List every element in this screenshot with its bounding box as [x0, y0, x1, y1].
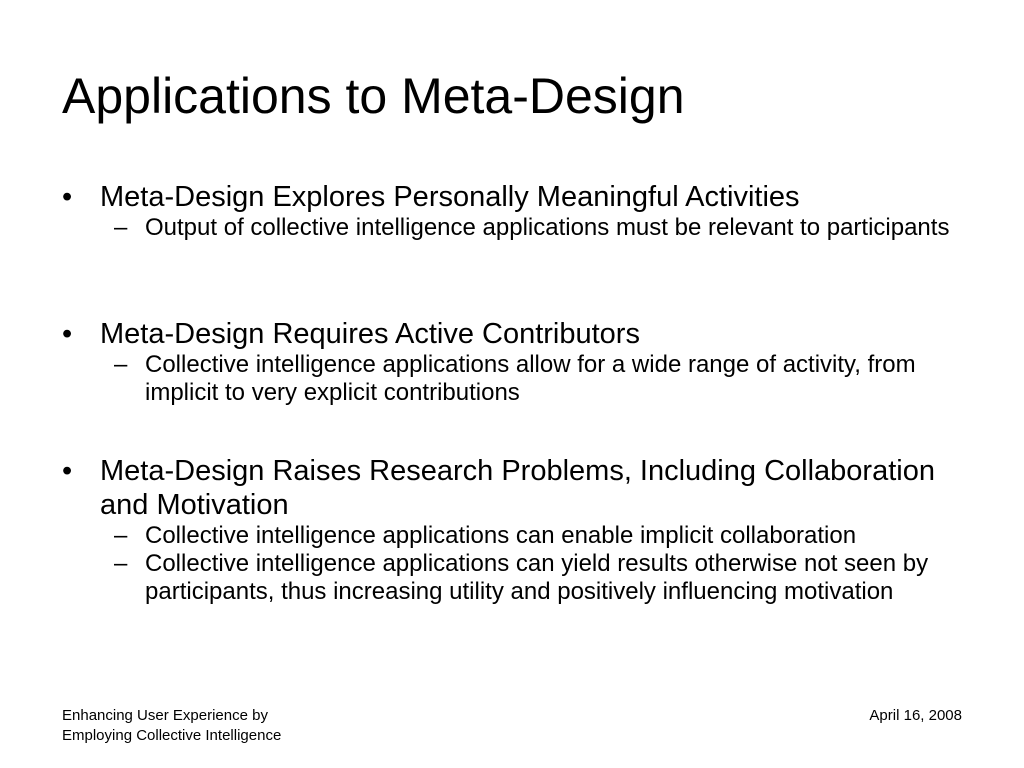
sub-bullet-text: Output of collective intelligence applications must be relevant to participants	[145, 214, 950, 241]
footer-line: Employing Collective Intelligence	[62, 727, 282, 744]
dash-icon: –	[114, 550, 128, 577]
dash-icon: –	[114, 214, 128, 241]
bullet-item	[62, 180, 949, 242]
footer-date: April 16, 2008	[869, 707, 962, 724]
dash-icon: –	[114, 351, 128, 378]
bullet-text: Meta-Design Raises Research Problems, Including Collaboration and Motivation	[100, 455, 935, 521]
sub-bullet-item	[62, 214, 949, 242]
bullet-item	[62, 317, 962, 407]
sub-bullet-item	[62, 550, 962, 606]
footer-line: Enhancing User Experience by	[62, 707, 268, 724]
bullet-dot-icon: •	[62, 455, 73, 487]
footer-presentation-title	[62, 706, 281, 746]
bullet-dot-icon: •	[62, 181, 73, 213]
sub-bullet-text: Collective intelligence applications can enable implicit collaboration	[145, 522, 857, 549]
bullet-text: Meta-Design Explores Personally Meaningful Activities	[100, 181, 800, 213]
sub-bullet-text: Collective intelligence applications can yield results otherwise not seen by participants, thus increasing utility and positively influencing motivation	[145, 550, 929, 605]
bullet-item	[62, 454, 962, 606]
bullet-dot-icon: •	[62, 318, 73, 350]
bullet-text: Meta-Design Requires Active Contributors	[100, 318, 640, 350]
sub-bullet-item	[62, 351, 962, 407]
slide-title: Applications to Meta-Design	[62, 68, 685, 124]
sub-bullet-item	[62, 522, 962, 550]
sub-bullet-text: Collective intelligence applications allow for a wide range of activity, from implicit to very explicit contributions	[145, 351, 916, 406]
dash-icon: –	[114, 522, 128, 549]
